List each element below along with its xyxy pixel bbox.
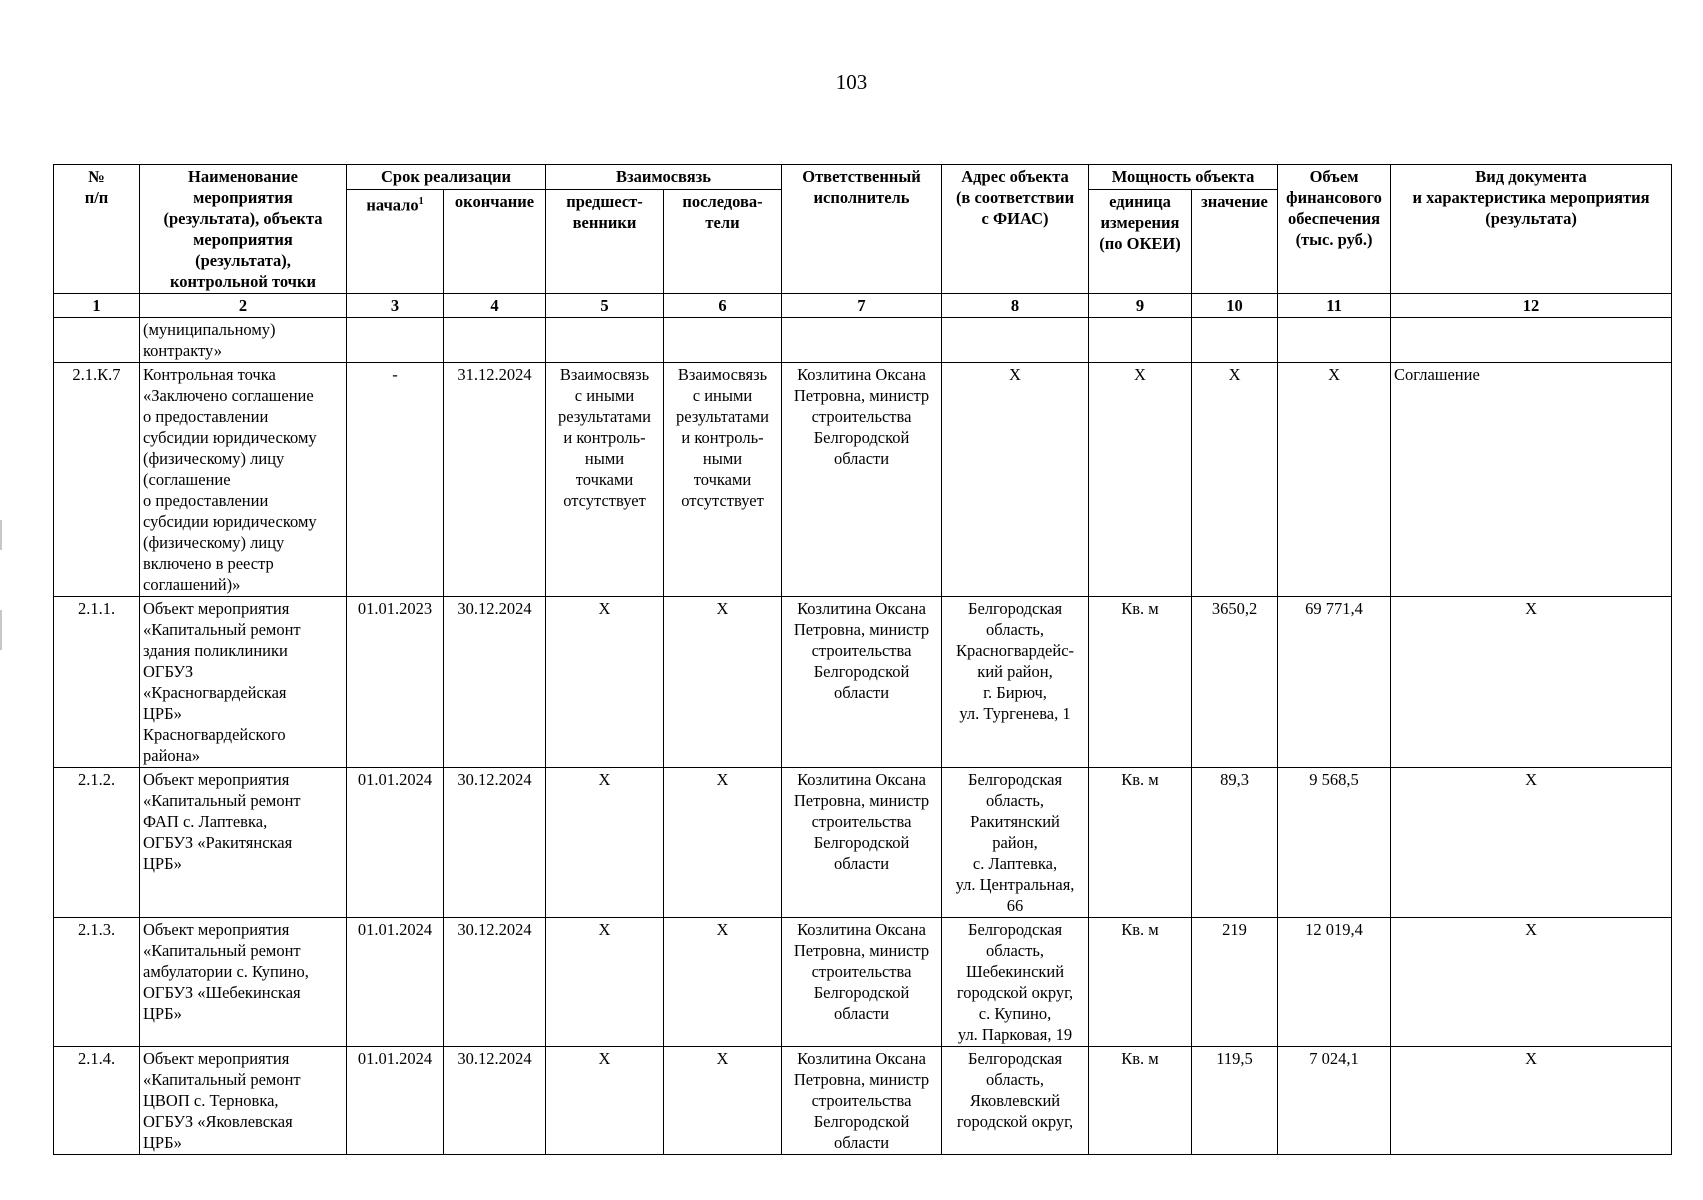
cell-unit (1089, 318, 1192, 363)
cell-value: 3650,2 (1192, 597, 1278, 768)
cell-prev: Взаимосвязь с иными результатами и контроль- ными точками отсутствует (546, 363, 664, 597)
cell-prev: Х (546, 768, 664, 918)
cell-name: (муниципальному) контракту» (140, 318, 347, 363)
cell-doc: Х (1391, 597, 1672, 768)
cell-address: Белгородская область, Ракитянский район, с. Лаптевка, ул. Центральная, 66 (942, 768, 1089, 918)
cell-prev: Х (546, 918, 664, 1047)
table-row (54, 768, 1672, 918)
table-row (54, 1047, 1672, 1155)
cell-unit: Кв. м (1089, 768, 1192, 918)
header-relation: Взаимосвязь (546, 165, 782, 190)
table-header (54, 165, 1672, 318)
header-name: Наименование мероприятия (результата), объекта мероприятия (результата), контрольной точки (140, 165, 347, 294)
cell-value: 219 (1192, 918, 1278, 1047)
header-no: № п/п (54, 165, 140, 294)
cell-no: 2.1.4. (54, 1047, 140, 1155)
cell-finance: 12 019,4 (1278, 918, 1391, 1047)
cell-address: Белгородская область, Яковлевский городской округ, (942, 1047, 1089, 1155)
column-number: 9 (1089, 294, 1192, 318)
cell-next: Х (664, 1047, 782, 1155)
cell-prev (546, 318, 664, 363)
cell-name: Объект мероприятия «Капитальный ремонт ЦВОП с. Терновка, ОГБУЗ «Яковлевская ЦРБ» (140, 1047, 347, 1155)
cell-responsible: Козлитина Оксана Петровна, министр строительства Белгородской области (782, 597, 942, 768)
cell-start: 01.01.2024 (347, 1047, 444, 1155)
cell-name: Контрольная точка «Заключено соглашение о предоставлении субсидии юридическому (физическому) лицу (соглашение о предоставлении субсидии юридическому (физическому) лицу включено в реестр соглашений)» (140, 363, 347, 597)
cell-address: Белгородская область, Красногвардейс- кий район, г. Бирюч, ул. Тургенева, 1 (942, 597, 1089, 768)
cell-doc: Х (1391, 1047, 1672, 1155)
cell-end: 30.12.2024 (444, 1047, 546, 1155)
header-term-end: окончание (444, 189, 546, 293)
cell-finance: 69 771,4 (1278, 597, 1391, 768)
header-responsible: Ответственный исполнитель (782, 165, 942, 294)
cell-doc: Х (1391, 768, 1672, 918)
cell-responsible: Козлитина Оксана Петровна, министр строительства Белгородской области (782, 918, 942, 1047)
cell-unit: Х (1089, 363, 1192, 597)
measures-table (53, 164, 1672, 1155)
cell-start: 01.01.2023 (347, 597, 444, 768)
header-capacity-unit: единица измерения (по ОКЕИ) (1089, 189, 1192, 293)
cell-next: Х (664, 918, 782, 1047)
cell-no (54, 318, 140, 363)
cell-doc: Соглашение (1391, 363, 1672, 597)
cell-doc (1391, 318, 1672, 363)
cell-address (942, 318, 1089, 363)
cell-no: 2.1.К.7 (54, 363, 140, 597)
cell-value (1192, 318, 1278, 363)
cell-no: 2.1.1. (54, 597, 140, 768)
header-term-start: начало$^1$ (347, 189, 444, 293)
cell-next: Взаимосвязь с иными результатами и контроль- ными точками отсутствует (664, 363, 782, 597)
cell-start: - (347, 363, 444, 597)
cell-finance: Х (1278, 363, 1391, 597)
column-number: 1 (54, 294, 140, 318)
cell-value: 89,3 (1192, 768, 1278, 918)
cell-value: 119,5 (1192, 1047, 1278, 1155)
cell-no: 2.1.3. (54, 918, 140, 1047)
cell-value: Х (1192, 363, 1278, 597)
cell-next (664, 318, 782, 363)
cell-doc: Х (1391, 918, 1672, 1047)
page-number: 103 (835, 70, 868, 94)
scan-mark (0, 610, 2, 650)
cell-name: Объект мероприятия «Капитальный ремонт ФАП с. Лаптевка, ОГБУЗ «Ракитянская ЦРБ» (140, 768, 347, 918)
column-number: 8 (942, 294, 1089, 318)
cell-address: Белгородская область, Шебекинский городской округ, с. Купино, ул. Парковая, 19 (942, 918, 1089, 1047)
cell-no: 2.1.2. (54, 768, 140, 918)
header-finance: Объем финансового обеспечения (тыс. руб.) (1278, 165, 1391, 294)
cell-address: Х (942, 363, 1089, 597)
header-capacity-value: значение (1192, 189, 1278, 293)
column-number: 10 (1192, 294, 1278, 318)
header-term: Срок реализации (347, 165, 546, 190)
cell-end: 31.12.2024 (444, 363, 546, 597)
table-row (54, 918, 1672, 1047)
cell-end: 30.12.2024 (444, 768, 546, 918)
column-numbers-row (54, 294, 1672, 318)
column-number: 7 (782, 294, 942, 318)
header-doc-type: Вид документа и характеристика мероприятия (результата) (1391, 165, 1672, 294)
scan-mark (0, 520, 2, 550)
cell-name: Объект мероприятия «Капитальный ремонт здания поликлиники ОГБУЗ «Красногвардейская ЦРБ» Красногвардейского района» (140, 597, 347, 768)
table-row (54, 318, 1672, 363)
cell-responsible: Козлитина Оксана Петровна, министр строительства Белгородской области (782, 768, 942, 918)
cell-responsible: Козлитина Оксана Петровна, министр строительства Белгородской области (782, 363, 942, 597)
cell-name: Объект мероприятия «Капитальный ремонт амбулатории с. Купино, ОГБУЗ «Шебекинская ЦРБ» (140, 918, 347, 1047)
cell-end: 30.12.2024 (444, 918, 546, 1047)
cell-end: 30.12.2024 (444, 597, 546, 768)
header-capacity: Мощность объекта (1089, 165, 1278, 190)
table-row (54, 597, 1672, 768)
cell-prev: Х (546, 1047, 664, 1155)
header-address: Адрес объекта (в соответствии с ФИАС) (942, 165, 1089, 294)
column-number: 2 (140, 294, 347, 318)
cell-finance: 9 568,5 (1278, 768, 1391, 918)
cell-next: Х (664, 597, 782, 768)
header-relation-prev: предшест- венники (546, 189, 664, 293)
cell-responsible: Козлитина Оксана Петровна, министр строительства Белгородской области (782, 1047, 942, 1155)
cell-unit: Кв. м (1089, 918, 1192, 1047)
table-row (54, 363, 1672, 597)
cell-finance (1278, 318, 1391, 363)
column-number: 6 (664, 294, 782, 318)
cell-unit: Кв. м (1089, 597, 1192, 768)
cell-unit: Кв. м (1089, 1047, 1192, 1155)
column-number: 4 (444, 294, 546, 318)
column-number: 5 (546, 294, 664, 318)
cell-start: 01.01.2024 (347, 768, 444, 918)
cell-responsible (782, 318, 942, 363)
cell-finance: 7 024,1 (1278, 1047, 1391, 1155)
column-number: 3 (347, 294, 444, 318)
cell-prev: Х (546, 597, 664, 768)
cell-next: Х (664, 768, 782, 918)
header-relation-next: последова- тели (664, 189, 782, 293)
cell-start: 01.01.2024 (347, 918, 444, 1047)
column-number: 12 (1391, 294, 1672, 318)
column-number: 11 (1278, 294, 1391, 318)
cell-start (347, 318, 444, 363)
cell-end (444, 318, 546, 363)
